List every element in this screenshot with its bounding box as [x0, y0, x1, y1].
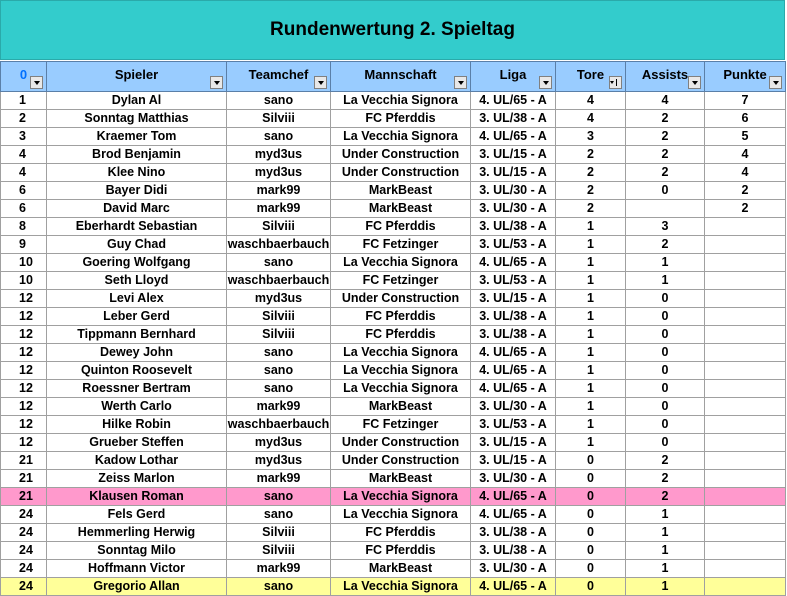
cell-assists[interactable]: 1 — [626, 578, 705, 596]
cell-spieler[interactable]: Sonntag Milo — [47, 542, 227, 560]
cell-assists[interactable]: 0 — [626, 290, 705, 308]
cell-tore[interactable]: 0 — [556, 524, 626, 542]
cell-mannschaft[interactable]: Under Construction — [331, 452, 471, 470]
cell-mannschaft[interactable]: La Vecchia Signora — [331, 254, 471, 272]
table-row[interactable] — [1, 560, 786, 578]
cell-rank[interactable]: 12 — [1, 380, 47, 398]
cell-liga[interactable]: 3. UL/38 - A — [471, 218, 556, 236]
cell-assists[interactable]: 1 — [626, 524, 705, 542]
cell-teamchef[interactable]: myd3us — [227, 434, 331, 452]
cell-liga[interactable]: 3. UL/15 - A — [471, 290, 556, 308]
cell-rank[interactable]: 4 — [1, 146, 47, 164]
cell-rank[interactable]: 2 — [1, 110, 47, 128]
cell-spieler[interactable]: Goering Wolfgang — [47, 254, 227, 272]
cell-teamchef[interactable]: waschbaerbauch — [227, 236, 331, 254]
table-row[interactable] — [1, 272, 786, 290]
cell-spieler[interactable]: Dylan Al — [47, 92, 227, 110]
filter-dropdown-liga[interactable] — [539, 76, 552, 89]
header-mannschaft — [331, 62, 471, 92]
cell-rank[interactable]: 21 — [1, 488, 47, 506]
table-row[interactable] — [1, 488, 786, 506]
cell-assists[interactable]: 2 — [626, 236, 705, 254]
cell-assists[interactable]: 0 — [626, 326, 705, 344]
table-row[interactable] — [1, 326, 786, 344]
cell-mannschaft[interactable]: Under Construction — [331, 146, 471, 164]
cell-assists[interactable]: 0 — [626, 380, 705, 398]
cell-spieler[interactable]: Roessner Bertram — [47, 380, 227, 398]
table-row[interactable] — [1, 344, 786, 362]
cell-tore[interactable]: 1 — [556, 290, 626, 308]
cell-punkte[interactable]: 4 — [705, 146, 786, 164]
cell-punkte[interactable]: 2 — [705, 200, 786, 218]
cell-mannschaft[interactable]: La Vecchia Signora — [331, 506, 471, 524]
cell-rank[interactable]: 3 — [1, 128, 47, 146]
cell-punkte[interactable] — [705, 470, 786, 488]
cell-punkte[interactable] — [705, 272, 786, 290]
cell-liga[interactable]: 4. UL/65 - A — [471, 578, 556, 596]
header-spieler-label: Spieler — [114, 67, 159, 82]
cell-spieler[interactable]: Levi Alex — [47, 290, 227, 308]
cell-tore[interactable]: 1 — [556, 236, 626, 254]
cell-spieler[interactable]: Guy Chad — [47, 236, 227, 254]
cell-rank[interactable]: 12 — [1, 308, 47, 326]
header-punkte-label: Punkte — [723, 67, 767, 82]
cell-punkte[interactable] — [705, 488, 786, 506]
cell-teamchef[interactable]: mark99 — [227, 398, 331, 416]
cell-rank[interactable]: 24 — [1, 560, 47, 578]
cell-mannschaft[interactable]: MarkBeast — [331, 200, 471, 218]
cell-assists[interactable]: 2 — [626, 452, 705, 470]
cell-spieler[interactable]: Hemmerling Herwig — [47, 524, 227, 542]
cell-rank[interactable]: 12 — [1, 362, 47, 380]
sort-filter-dropdown-tore[interactable] — [609, 76, 622, 89]
cell-teamchef[interactable]: sano — [227, 506, 331, 524]
cell-spieler[interactable]: Gregorio Allan — [47, 578, 227, 596]
dropdown-arrow-icon — [458, 81, 464, 85]
page-title: Rundenwertung 2. Spieltag — [270, 19, 515, 40]
cell-assists[interactable]: 2 — [626, 110, 705, 128]
cell-rank[interactable]: 24 — [1, 542, 47, 560]
cell-rank[interactable]: 4 — [1, 164, 47, 182]
cell-liga[interactable]: 3. UL/30 - A — [471, 470, 556, 488]
cell-rank[interactable]: 24 — [1, 506, 47, 524]
table-row[interactable] — [1, 254, 786, 272]
cell-liga[interactable]: 4. UL/65 - A — [471, 488, 556, 506]
cell-tore[interactable]: 2 — [556, 164, 626, 182]
cell-liga[interactable]: 4. UL/65 - A — [471, 92, 556, 110]
cell-mannschaft[interactable]: FC Pferddis — [331, 110, 471, 128]
cell-tore[interactable]: 4 — [556, 92, 626, 110]
table-row[interactable] — [1, 146, 786, 164]
cell-assists[interactable]: 1 — [626, 542, 705, 560]
filter-dropdown-punkte[interactable] — [769, 76, 782, 89]
cell-tore[interactable]: 1 — [556, 362, 626, 380]
cell-rank[interactable]: 10 — [1, 272, 47, 290]
table-row[interactable] — [1, 434, 786, 452]
filter-dropdown-teamchef[interactable] — [314, 76, 327, 89]
cell-mannschaft[interactable]: FC Fetzinger — [331, 272, 471, 290]
cell-assists[interactable]: 2 — [626, 128, 705, 146]
table-body — [1, 92, 786, 596]
cell-rank[interactable]: 12 — [1, 398, 47, 416]
cell-tore[interactable]: 1 — [556, 218, 626, 236]
cell-assists[interactable]: 0 — [626, 308, 705, 326]
cell-teamchef[interactable]: Silviii — [227, 110, 331, 128]
cell-liga[interactable]: 3. UL/15 - A — [471, 434, 556, 452]
cell-teamchef[interactable]: sano — [227, 254, 331, 272]
cell-spieler[interactable]: Hilke Robin — [47, 416, 227, 434]
header-spieler — [47, 62, 227, 92]
filter-dropdown-rank[interactable] — [30, 76, 43, 89]
table-row[interactable] — [1, 236, 786, 254]
dropdown-arrow-icon — [543, 81, 549, 85]
cell-liga[interactable]: 3. UL/15 - A — [471, 164, 556, 182]
table-row[interactable] — [1, 164, 786, 182]
cell-punkte[interactable] — [705, 326, 786, 344]
cell-punkte[interactable] — [705, 416, 786, 434]
cell-spieler[interactable]: David Marc — [47, 200, 227, 218]
table-row[interactable] — [1, 398, 786, 416]
cell-rank[interactable]: 8 — [1, 218, 47, 236]
cell-assists[interactable]: 2 — [626, 470, 705, 488]
cell-mannschaft[interactable]: La Vecchia Signora — [331, 380, 471, 398]
cell-mannschaft[interactable]: FC Pferddis — [331, 308, 471, 326]
cell-assists[interactable]: 0 — [626, 398, 705, 416]
cell-liga[interactable]: 4. UL/65 - A — [471, 128, 556, 146]
cell-mannschaft[interactable]: La Vecchia Signora — [331, 128, 471, 146]
cell-rank[interactable]: 6 — [1, 200, 47, 218]
cell-spieler[interactable]: Bayer Didi — [47, 182, 227, 200]
header-liga-label: Liga — [499, 67, 527, 82]
cell-teamchef[interactable]: sano — [227, 362, 331, 380]
cell-liga[interactable]: 4. UL/65 - A — [471, 380, 556, 398]
cell-rank[interactable]: 24 — [1, 578, 47, 596]
cell-punkte[interactable] — [705, 236, 786, 254]
cell-spieler[interactable]: Zeiss Marlon — [47, 470, 227, 488]
cell-punkte[interactable]: 4 — [705, 164, 786, 182]
table-row[interactable] — [1, 542, 786, 560]
cell-rank[interactable]: 12 — [1, 434, 47, 452]
cell-spieler[interactable]: Kraemer Tom — [47, 128, 227, 146]
cell-tore[interactable]: 1 — [556, 380, 626, 398]
cell-mannschaft[interactable]: MarkBeast — [331, 560, 471, 578]
cell-liga[interactable]: 3. UL/38 - A — [471, 542, 556, 560]
cell-tore[interactable]: 0 — [556, 470, 626, 488]
cell-mannschaft[interactable]: La Vecchia Signora — [331, 488, 471, 506]
table-row[interactable] — [1, 128, 786, 146]
filter-dropdown-spieler[interactable] — [210, 76, 223, 89]
cell-teamchef[interactable]: mark99 — [227, 182, 331, 200]
cell-assists[interactable]: 1 — [626, 254, 705, 272]
header-assists-label: Assists — [641, 67, 689, 82]
cell-tore[interactable]: 1 — [556, 308, 626, 326]
cell-punkte[interactable] — [705, 290, 786, 308]
cell-assists[interactable]: 1 — [626, 272, 705, 290]
cell-spieler[interactable]: Seth Lloyd — [47, 272, 227, 290]
cell-spieler[interactable]: Eberhardt Sebastian — [47, 218, 227, 236]
cell-liga[interactable]: 3. UL/53 - A — [471, 236, 556, 254]
cell-tore[interactable]: 2 — [556, 200, 626, 218]
cell-teamchef[interactable]: mark99 — [227, 470, 331, 488]
cell-liga[interactable]: 3. UL/53 - A — [471, 272, 556, 290]
cell-spieler[interactable]: Klee Nino — [47, 164, 227, 182]
cell-punkte[interactable] — [705, 542, 786, 560]
cell-rank[interactable]: 1 — [1, 92, 47, 110]
cell-liga[interactable]: 4. UL/65 - A — [471, 506, 556, 524]
cell-teamchef[interactable]: Silviii — [227, 218, 331, 236]
table-row[interactable] — [1, 506, 786, 524]
cell-liga[interactable]: 3. UL/53 - A — [471, 416, 556, 434]
cell-punkte[interactable] — [705, 362, 786, 380]
cell-liga[interactable]: 3. UL/30 - A — [471, 560, 556, 578]
filter-dropdown-mannschaft[interactable] — [454, 76, 467, 89]
header-tore-label: Tore — [576, 67, 605, 82]
cell-teamchef[interactable]: sano — [227, 92, 331, 110]
cell-mannschaft[interactable]: FC Pferddis — [331, 326, 471, 344]
cell-teamchef[interactable]: waschbaerbauch — [227, 272, 331, 290]
table-row[interactable] — [1, 110, 786, 128]
table-row[interactable] — [1, 470, 786, 488]
cell-tore[interactable]: 0 — [556, 578, 626, 596]
cell-assists[interactable] — [626, 200, 705, 218]
table-row[interactable] — [1, 380, 786, 398]
cell-mannschaft[interactable]: Under Construction — [331, 164, 471, 182]
cell-punkte[interactable] — [705, 380, 786, 398]
cell-teamchef[interactable]: sano — [227, 380, 331, 398]
cell-teamchef[interactable]: myd3us — [227, 290, 331, 308]
header-rank — [1, 62, 47, 92]
cell-spieler[interactable]: Klausen Roman — [47, 488, 227, 506]
header-tore — [556, 62, 626, 92]
header-assists — [626, 62, 705, 92]
cell-spieler[interactable]: Grueber Steffen — [47, 434, 227, 452]
cell-teamchef[interactable]: myd3us — [227, 452, 331, 470]
cell-punkte[interactable] — [705, 452, 786, 470]
cell-mannschaft[interactable]: MarkBeast — [331, 470, 471, 488]
cell-liga[interactable]: 3. UL/15 - A — [471, 452, 556, 470]
cell-spieler[interactable]: Tippmann Bernhard — [47, 326, 227, 344]
cell-teamchef[interactable]: sano — [227, 488, 331, 506]
cell-punkte[interactable] — [705, 218, 786, 236]
header-rank-label: 0 — [19, 67, 28, 82]
cell-punkte[interactable] — [705, 560, 786, 578]
cell-liga[interactable]: 3. UL/15 - A — [471, 146, 556, 164]
cell-punkte[interactable]: 5 — [705, 128, 786, 146]
cell-spieler[interactable]: Werth Carlo — [47, 398, 227, 416]
cell-tore[interactable]: 1 — [556, 254, 626, 272]
cell-teamchef[interactable]: Silviii — [227, 326, 331, 344]
dropdown-arrow-icon — [692, 81, 698, 85]
cell-rank[interactable]: 24 — [1, 524, 47, 542]
cell-rank[interactable]: 9 — [1, 236, 47, 254]
cell-tore[interactable]: 1 — [556, 434, 626, 452]
table-row[interactable] — [1, 524, 786, 542]
table-row[interactable] — [1, 290, 786, 308]
table-row[interactable] — [1, 362, 786, 380]
cell-spieler[interactable]: Hoffmann Victor — [47, 560, 227, 578]
cell-tore[interactable]: 1 — [556, 398, 626, 416]
cell-tore[interactable]: 0 — [556, 560, 626, 578]
cell-punkte[interactable] — [705, 398, 786, 416]
cell-mannschaft[interactable]: FC Pferddis — [331, 524, 471, 542]
cell-tore[interactable]: 1 — [556, 416, 626, 434]
header-punkte — [705, 62, 786, 92]
table-row[interactable] — [1, 308, 786, 326]
header-row — [1, 62, 786, 92]
cell-teamchef[interactable]: myd3us — [227, 146, 331, 164]
cell-mannschaft[interactable]: La Vecchia Signora — [331, 92, 471, 110]
cell-mannschaft[interactable]: Under Construction — [331, 434, 471, 452]
cell-teamchef[interactable]: sano — [227, 578, 331, 596]
cell-spieler[interactable]: Quinton Roosevelt — [47, 362, 227, 380]
cell-tore[interactable]: 4 — [556, 110, 626, 128]
cell-assists[interactable]: 1 — [626, 506, 705, 524]
cell-mannschaft[interactable]: MarkBeast — [331, 182, 471, 200]
cell-teamchef[interactable]: Silviii — [227, 524, 331, 542]
cell-tore[interactable]: 1 — [556, 272, 626, 290]
cell-rank[interactable]: 21 — [1, 470, 47, 488]
cell-mannschaft[interactable]: La Vecchia Signora — [331, 344, 471, 362]
cell-tore[interactable]: 2 — [556, 146, 626, 164]
cell-tore[interactable]: 0 — [556, 488, 626, 506]
sort-bar-icon — [616, 79, 617, 86]
cell-assists[interactable]: 4 — [626, 92, 705, 110]
dropdown-arrow-icon — [34, 81, 40, 85]
cell-spieler[interactable]: Dewey John — [47, 344, 227, 362]
cell-assists[interactable]: 0 — [626, 416, 705, 434]
cell-punkte[interactable] — [705, 524, 786, 542]
cell-spieler[interactable]: Fels Gerd — [47, 506, 227, 524]
cell-spieler[interactable]: Leber Gerd — [47, 308, 227, 326]
cell-assists[interactable]: 0 — [626, 434, 705, 452]
cell-liga[interactable]: 4. UL/65 - A — [471, 254, 556, 272]
dropdown-arrow-icon — [318, 81, 324, 85]
cell-teamchef[interactable]: Silviii — [227, 308, 331, 326]
cell-spieler[interactable]: Kadow Lothar — [47, 452, 227, 470]
table-row[interactable] — [1, 218, 786, 236]
cell-punkte[interactable] — [705, 308, 786, 326]
cell-tore[interactable]: 3 — [556, 128, 626, 146]
cell-liga[interactable]: 3. UL/38 - A — [471, 524, 556, 542]
cell-rank[interactable]: 12 — [1, 416, 47, 434]
cell-teamchef[interactable]: mark99 — [227, 200, 331, 218]
header-teamchef — [227, 62, 331, 92]
cell-punkte[interactable]: 6 — [705, 110, 786, 128]
cell-rank[interactable]: 12 — [1, 344, 47, 362]
ranking-table — [0, 61, 786, 596]
header-teamchef-label: Teamchef — [248, 67, 309, 82]
cell-mannschaft[interactable]: La Vecchia Signora — [331, 362, 471, 380]
table-row[interactable] — [1, 182, 786, 200]
cell-punkte[interactable] — [705, 506, 786, 524]
cell-tore[interactable]: 0 — [556, 452, 626, 470]
table-row[interactable] — [1, 200, 786, 218]
filter-dropdown-assists[interactable] — [688, 76, 701, 89]
cell-spieler[interactable]: Sonntag Matthias — [47, 110, 227, 128]
cell-rank[interactable]: 6 — [1, 182, 47, 200]
cell-teamchef[interactable]: waschbaerbauch — [227, 416, 331, 434]
table-row[interactable] — [1, 578, 786, 596]
cell-mannschaft[interactable]: FC Pferddis — [331, 542, 471, 560]
cell-assists[interactable]: 0 — [626, 362, 705, 380]
cell-assists[interactable]: 2 — [626, 488, 705, 506]
sort-descending-icon — [610, 81, 614, 84]
cell-liga[interactable]: 3. UL/30 - A — [471, 200, 556, 218]
cell-rank[interactable]: 21 — [1, 452, 47, 470]
cell-assists[interactable]: 0 — [626, 344, 705, 362]
cell-spieler[interactable]: Brod Benjamin — [47, 146, 227, 164]
cell-punkte[interactable] — [705, 254, 786, 272]
cell-liga[interactable]: 3. UL/38 - A — [471, 308, 556, 326]
cell-punkte[interactable]: 7 — [705, 92, 786, 110]
cell-teamchef[interactable]: myd3us — [227, 164, 331, 182]
cell-tore[interactable]: 0 — [556, 506, 626, 524]
cell-assists[interactable]: 2 — [626, 164, 705, 182]
title-banner — [0, 0, 785, 60]
cell-assists[interactable]: 0 — [626, 182, 705, 200]
cell-liga[interactable]: 3. UL/30 - A — [471, 182, 556, 200]
cell-teamchef[interactable]: sano — [227, 128, 331, 146]
cell-teamchef[interactable]: sano — [227, 344, 331, 362]
cell-punkte[interactable] — [705, 344, 786, 362]
cell-mannschaft[interactable]: FC Fetzinger — [331, 236, 471, 254]
cell-mannschaft[interactable]: FC Fetzinger — [331, 416, 471, 434]
cell-rank[interactable]: 12 — [1, 290, 47, 308]
cell-punkte[interactable]: 2 — [705, 182, 786, 200]
cell-liga[interactable]: 3. UL/38 - A — [471, 326, 556, 344]
cell-tore[interactable]: 1 — [556, 326, 626, 344]
cell-assists[interactable]: 3 — [626, 218, 705, 236]
header-liga — [471, 62, 556, 92]
cell-liga[interactable]: 4. UL/65 - A — [471, 362, 556, 380]
dropdown-arrow-icon — [214, 81, 220, 85]
cell-tore[interactable]: 0 — [556, 542, 626, 560]
header-mannschaft-label: Mannschaft — [364, 67, 437, 82]
cell-rank[interactable]: 10 — [1, 254, 47, 272]
table-row[interactable] — [1, 452, 786, 470]
cell-teamchef[interactable]: mark99 — [227, 560, 331, 578]
cell-mannschaft[interactable]: MarkBeast — [331, 398, 471, 416]
cell-punkte[interactable] — [705, 434, 786, 452]
cell-liga[interactable]: 3. UL/38 - A — [471, 110, 556, 128]
cell-punkte[interactable] — [705, 578, 786, 596]
cell-assists[interactable]: 1 — [626, 560, 705, 578]
cell-mannschaft[interactable]: FC Pferddis — [331, 218, 471, 236]
table-row[interactable] — [1, 416, 786, 434]
cell-mannschaft[interactable]: Under Construction — [331, 290, 471, 308]
table-row[interactable] — [1, 92, 786, 110]
cell-tore[interactable]: 2 — [556, 182, 626, 200]
dropdown-arrow-icon — [773, 81, 779, 85]
cell-teamchef[interactable]: Silviii — [227, 542, 331, 560]
cell-rank[interactable]: 12 — [1, 326, 47, 344]
cell-tore[interactable]: 1 — [556, 344, 626, 362]
cell-assists[interactable]: 2 — [626, 146, 705, 164]
cell-liga[interactable]: 4. UL/65 - A — [471, 344, 556, 362]
cell-liga[interactable]: 3. UL/30 - A — [471, 398, 556, 416]
cell-mannschaft[interactable]: La Vecchia Signora — [331, 578, 471, 596]
